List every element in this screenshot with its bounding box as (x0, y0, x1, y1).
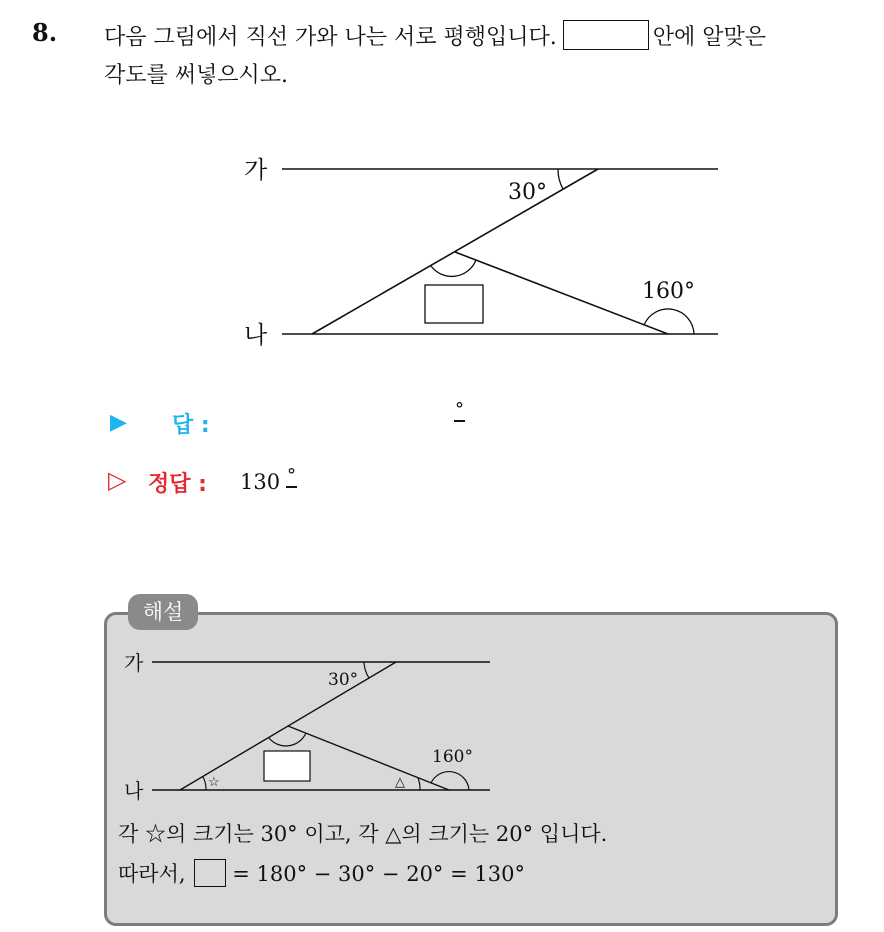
correct-value: 130 (240, 470, 281, 494)
exp-label-ga: 가 (124, 651, 144, 675)
correct-marker-icon: ▷ (108, 466, 127, 494)
exp-star-mark: ☆ (208, 775, 220, 790)
exp-angle-arc-30 (364, 662, 369, 678)
exp-triangle-side-line (288, 726, 449, 790)
question-text-part2: 안에 알맞은 (652, 25, 767, 50)
explanation-line2-prefix: 따라서, (118, 862, 186, 886)
exp-triangle-mark: △ (395, 775, 405, 790)
exp-angle-arc-apex (269, 733, 306, 746)
label-na: 나 (244, 321, 268, 349)
explanation-line1: 각 ☆의 크기는 30° 이고, 각 △의 크기는 20° 입니다. (118, 822, 608, 846)
correct-label: 정답 : (148, 472, 207, 497)
correct-degree-unit: ° (287, 465, 296, 486)
answer-marker-icon: ▶ (110, 410, 127, 435)
explanation-tab: 해설 (128, 594, 198, 630)
angle-label-30: 30° (508, 180, 547, 205)
question-number: 8. (32, 18, 58, 47)
explanation-line2-equation: = 180° − 30° − 20° = 130° (232, 862, 525, 886)
explanation-blank-box (194, 859, 226, 887)
exp-angle-arc-star (203, 777, 206, 790)
answer-label: 답 : (172, 413, 210, 438)
label-ga: 가 (244, 156, 268, 184)
exp-angle-label-160: 160° (432, 747, 473, 767)
exp-angle-label-30: 30° (328, 670, 359, 690)
question-text-part1: 다음 그림에서 직선 가와 나는 서로 평행입니다. (104, 25, 557, 50)
exp-blank-box (264, 751, 310, 781)
exp-angle-arc-triangle (418, 778, 420, 790)
angle-label-160: 160° (642, 279, 695, 304)
exp-angle-arc-160 (431, 772, 469, 790)
question-text-line2: 각도를 써넣으시오. (104, 63, 289, 88)
answer-degree-unit: ° (455, 399, 464, 420)
explanation-line2 (118, 858, 525, 888)
exp-label-na: 나 (124, 779, 144, 803)
